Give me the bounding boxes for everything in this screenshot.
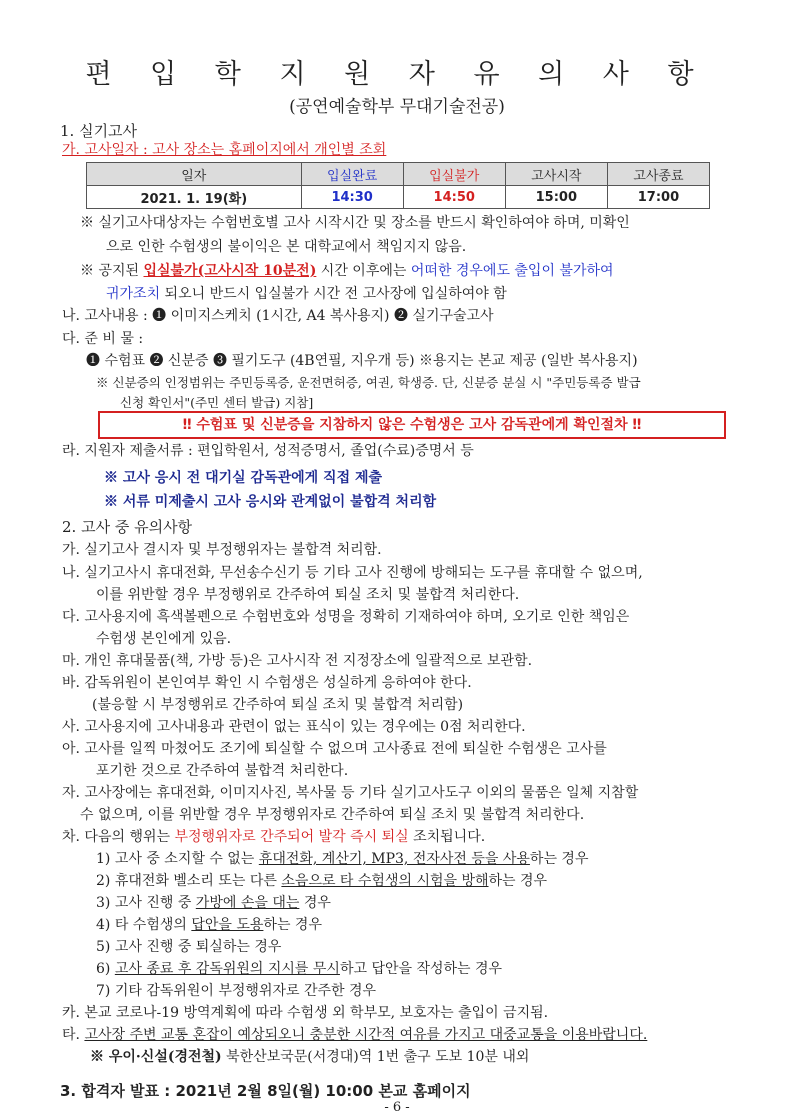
rule-ba-b: (불응할 시 부정행위로 간주하여 퇴실 조치 및 불합격 처리함) <box>92 697 464 713</box>
table-cell-date: 2021. 1. 19(화) <box>87 186 302 209</box>
documents-note-1: ※ 고사 응시 전 대기실 감독관에게 직접 제출 <box>104 470 383 486</box>
table-cell-checkin-closed: 14:50 <box>403 186 505 209</box>
schedule-table <box>86 162 710 209</box>
announcement: 3. 합격자 발표 : 2021년 2월 8일(월) 10:00 본교 홈페이지 <box>60 1082 471 1100</box>
rule-ja-b: 수 없으며, 이를 위반할 경우 부정행위자로 간주하여 퇴실 조치 및 불합격 처리한다. <box>80 807 585 823</box>
note-1b: 으로 인한 수험생의 불이익은 본 대학교에서 책임지지 않음. <box>106 239 467 255</box>
list-item <box>96 914 322 934</box>
list-item-text: 3) 고사 진행 중 <box>96 895 196 911</box>
list-item-text: 하는 경우 <box>529 851 589 867</box>
table-header-cell: 입실불가 <box>403 163 505 186</box>
rule-cha-pre: 차. 다음의 행위는 <box>62 829 175 845</box>
rule-ka: 카. 본교 코로나-19 방역계획에 따라 수험생 외 학부모, 보호자는 출입이 금지됨. <box>62 1005 549 1021</box>
subway-note <box>90 1046 529 1066</box>
rule-cha-post: 조치됩니다. <box>408 829 486 845</box>
table-header-row <box>87 163 710 186</box>
rule-da-a: 다. 고사용지에 흑색볼펜으로 수험번호와 성명을 정확히 기재하여야 하며, 오기로 인한 책임은 <box>62 609 630 625</box>
table-cell-end: 17:00 <box>607 186 709 209</box>
list-item-underlined: 소음으로 타 수험생의 시험을 방해 <box>281 873 489 889</box>
exam-date-label: 가. 고사일자 : 고사 장소는 홈페이지에서 개인별 조회 <box>62 142 387 158</box>
page-title: 편 입 학 지 원 자 유 의 사 항 <box>85 59 709 90</box>
list-item-underlined: 고사 종료 후 감독위원의 지시를 무시 <box>114 961 340 977</box>
note-2b-blue: 귀가조치 <box>106 286 161 302</box>
documents-note-2: ※ 서류 미제출시 고사 응시와 관계없이 불합격 처리함 <box>104 494 437 510</box>
rule-a-b: 포기한 것으로 간주하여 불합격 처리한다. <box>96 763 349 779</box>
table-header-cell: 고사종료 <box>607 163 709 186</box>
rule-ta-pre: 타. <box>62 1027 85 1043</box>
subway-line: ※ 우이·신설(경전철) <box>90 1049 222 1065</box>
list-item-text: 6) <box>96 961 115 977</box>
rule-ga: 가. 실기고사 결시자 및 부정행위자는 불합격 처리함. <box>62 542 382 558</box>
rule-ba-a: 바. 감독위원이 본인여부 확인 시 수험생은 성실하게 응하여야 한다. <box>62 675 472 691</box>
warning-box: ‼ 수험표 및 신분증을 지참하지 않은 수험생은 고사 감독관에게 확인절차 ‼ <box>98 411 726 439</box>
rule-ja-a: 자. 고사장에는 휴대전화, 이미지사진, 복사물 등 기타 실기고사도구 이외의 물품은 일체 지참할 <box>62 785 639 801</box>
materials-list: ❶ 수험표 ❷ 신분증 ❸ 필기도구 (4B연필, 지우개 등) ※용지는 본교 제공 (일반 복사용지) <box>86 353 638 369</box>
rule-ma: 마. 개인 휴대물품(책, 가방 등)은 고사시작 전 지정장소에 일괄적으로 보관함. <box>62 653 533 669</box>
rule-na-b: 이를 위반할 경우 부정행위로 간주하여 퇴실 조치 및 불합격 처리한다. <box>96 587 520 603</box>
documents-required: 라. 지원자 제출서류 : 편입학원서, 성적증명서, 졸업(수료)증명서 등 <box>62 443 474 459</box>
list-item <box>96 848 588 868</box>
list-item <box>96 958 502 978</box>
list-item-text: 4) 타 수험생의 <box>96 917 192 933</box>
rule-cha-red: 부정행위자로 간주되어 발각 즉시 퇴실 <box>174 829 409 845</box>
table-cell-checkin-complete: 14:30 <box>301 186 403 209</box>
list-item-text: 하는 경우 <box>263 917 322 933</box>
section-1-heading: 1. 실기고사 <box>60 122 138 140</box>
list-item <box>96 870 547 890</box>
table-row <box>87 186 710 209</box>
list-item-text: 1) 고사 중 소지할 수 없는 <box>96 851 259 867</box>
list-item <box>96 892 331 912</box>
rule-ta-underlined: 고사장 주변 교통 혼잡이 예상되오니 충분한 시간적 여유를 가지고 대중교통을 이용바랍니다. <box>84 1027 648 1043</box>
list-item-text: 5) 고사 진행 중 퇴실하는 경우 <box>96 939 282 955</box>
list-item-text: 하고 답안을 작성하는 경우 <box>339 961 503 977</box>
note-2b-rest: 되오니 반드시 입실불가 시간 전 고사장에 입실하여야 함 <box>160 286 507 302</box>
list-item-text: 경우 <box>299 895 331 911</box>
rule-da-b: 수험생 본인에게 있음. <box>96 631 232 647</box>
list-item-underlined: 가방에 손을 대는 <box>195 895 300 911</box>
note-2a-blue: 어떠한 경우에도 출입이 불가하여 <box>410 263 614 279</box>
list-item-text: 7) 기타 감독위원이 부정행위자로 간주한 경우 <box>96 983 377 999</box>
table-header-cell: 일자 <box>87 163 302 186</box>
rule-cha <box>62 826 485 846</box>
note-2a <box>80 260 614 280</box>
list-item-underlined: 답안을 도용 <box>191 917 264 933</box>
note-2a-pre: ※ 공지된 <box>80 263 144 279</box>
subway-directions: 북한산보국문(서경대)역 1번 출구 도보 10분 내외 <box>221 1049 530 1065</box>
table-header-cell: 고사시작 <box>505 163 607 186</box>
rule-a-a: 아. 고사를 일찍 마쳤어도 조기에 퇴실할 수 없으며 고사종료 전에 퇴실한 수험생은 고사를 <box>62 741 607 757</box>
list-item-text: 2) 휴대전화 벨소리 또는 다른 <box>96 873 282 889</box>
rule-na-a: 나. 실기고사시 휴대전화, 무선송수신기 등 기타 고사 진행에 방해되는 도구를 휴대할 수 없으며, <box>62 565 643 581</box>
page-subtitle: (공연예술학부 무대기술전공) <box>289 97 505 117</box>
table-cell-start: 15:00 <box>505 186 607 209</box>
id-note-a: ※ 신분증의 인정범위는 주민등록증, 운전면허증, 여권, 학생증. 단, 신분증 분실 시 "주민등록증 발급 <box>96 375 641 390</box>
rule-ta <box>62 1024 647 1044</box>
note-2a-red: 입실불가(고사시작 10분전) <box>143 263 317 279</box>
list-item <box>96 936 281 956</box>
section-2-heading: 2. 고사 중 유의사항 <box>62 518 193 536</box>
id-note-b: 신청 확인서"(주민 센터 발급) 지참] <box>120 395 314 410</box>
materials-heading: 다. 준 비 물 : <box>62 331 144 347</box>
list-item <box>96 980 376 1000</box>
note-1a: ※ 실기고사대상자는 수험번호별 고사 시작시간 및 장소를 반드시 확인하여야 하며, 미확인 <box>80 215 630 231</box>
list-item-text: 하는 경우 <box>488 873 548 889</box>
exam-content: 나. 고사내용 : ❶ 이미지스케치 (1시간, A4 복사용지) ❷ 실기구술고사 <box>62 308 494 324</box>
rule-sa: 사. 고사용지에 고사내용과 관련이 없는 표식이 있는 경우에는 0점 처리한다. <box>62 719 526 735</box>
note-2b <box>106 283 507 303</box>
page-number: - 6 - <box>384 1100 410 1115</box>
list-item-underlined: 휴대전화, 계산기, MP3, 전자사전 등을 사용 <box>258 851 530 867</box>
table-header-cell: 입실완료 <box>301 163 403 186</box>
note-2a-mid: 시간 이후에는 <box>316 263 411 279</box>
